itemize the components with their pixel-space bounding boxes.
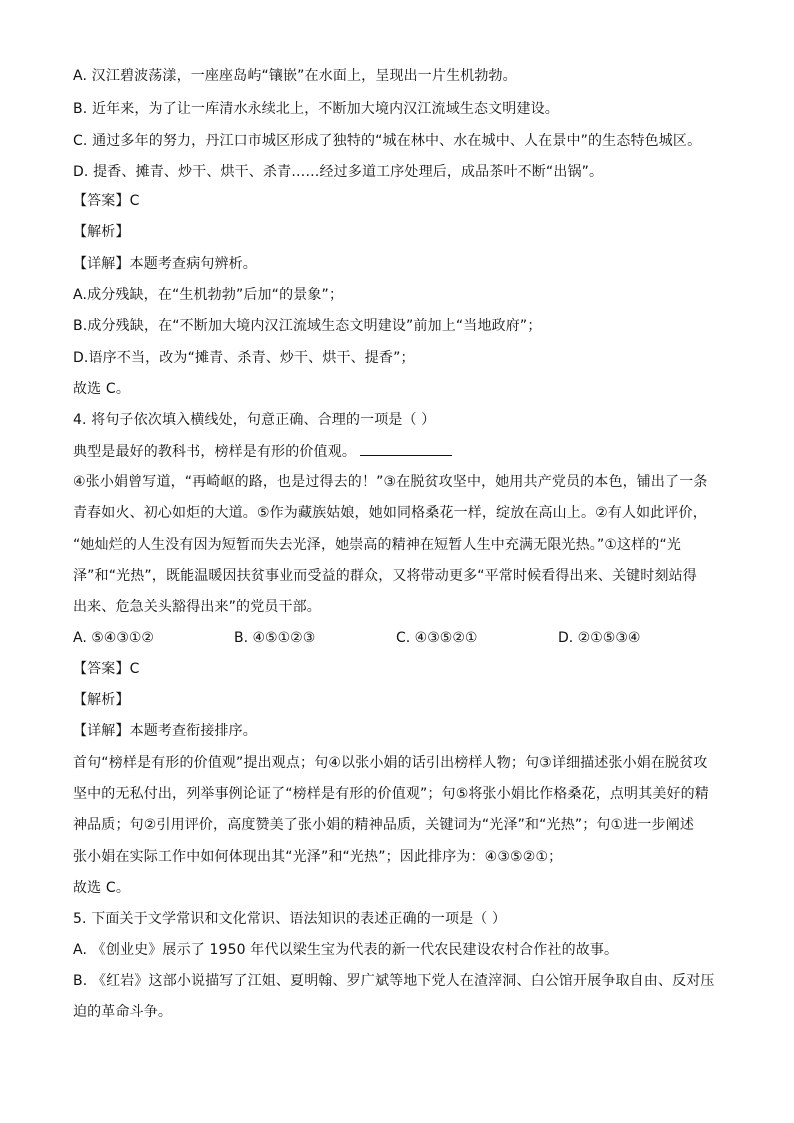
q3-explanation-b: B.成分残缺，在“不断加大境内汉江流域生态文明建设”前加上“当地政府”； (73, 318, 542, 334)
q4-stem: 4. 将句子依次填入横线处，句意正确、合理的一项是（ ） (73, 412, 436, 428)
q4-option-d: D. ②①⑤③④ (558, 630, 641, 646)
q4-explanation-line-2: 坚中的无私付出，列举事例论证了“榜样是有形的价值观”；句⑤将张小娟比作格桑花，点明其美好的精 (73, 786, 709, 802)
detail-tag: 【详解】 (73, 256, 130, 272)
answer-value: C (129, 193, 140, 209)
q3-explanation-d: D.语序不当，改为“摊青、杀青、炒干、烘干、提香”； (73, 350, 415, 366)
detail-tag: 【详解】 (73, 723, 130, 739)
answer-tag: 【答案】 (73, 661, 130, 677)
q4-lead: 典型是最好的教科书，榜样是有形的价值观。 (73, 444, 356, 460)
q4-passage-line-1: ④张小娟曾写道，“再崎岖的路，也是过得去的！”③在脱贫攻坚中，她用共产党员的本色，铺出了一条 (73, 474, 708, 490)
q5-option-b-line-2: 迫的革命斗争。 (73, 1004, 173, 1020)
q3-option-d: D. 提香、摊青、炒干、烘干、杀青……经过多道工序处理后，成品茶叶不断“出锅”。 (73, 164, 604, 180)
q4-detail-line (73, 721, 723, 741)
q4-explanation-line-4: 张小娟在实际工作中如何体现出其“光泽”和“光热”；因此排序为：④③⑤②①； (73, 849, 563, 865)
q4-explanation-line-3: 神品质；句②引用评价，高度赞美了张小娟的精神品质，关键词为“光泽”和“光热”；句①进一步阐述 (73, 817, 695, 833)
q5-option-b-line-1: B. 《红岩》这部小说描写了江姐、夏明翰、罗广斌等地下党人在渣滓洞、白公馆开展争取自由、反对压 (73, 973, 715, 989)
q4-answer-line (73, 659, 723, 679)
q4-explanation-line-1: 首句“榜样是有形的价值观”提出观点；句④以张小娟的话引出榜样人物；句③详细描述张小娟在脱贫攻 (73, 755, 708, 771)
q4-passage-line-4: 泽”和“光热”，既能温暖因扶贫事业而受益的群众，又将带动更多“平常时候看得出来、关键时刻站得 (73, 568, 697, 584)
q4-lead-line (73, 441, 723, 462)
q4-passage-line-5: 出来、危急关头豁得出来”的党员干部。 (73, 599, 321, 615)
q3-analysis-tag: 【解析】 (73, 224, 130, 240)
q3-option-a: A. 汉江碧波荡漾，一座座岛屿“镶嵌”在水面上，呈现出一片生机勃勃。 (73, 68, 517, 84)
q4-option-b: B. ④⑤①②③ (234, 630, 316, 646)
q4-passage-line-2: 青春如火、初心如炬的大道。⑤作为藏族姑娘，她如同格桑花一样，绽放在高山上。②有人如此评价， (73, 505, 707, 521)
q4-conclusion: 故选 C。 (73, 880, 130, 896)
detail-text: 本题考查病句辨析。 (129, 256, 257, 272)
q5-option-a: A. 《创业史》展示了 1950 年代以梁生宝为代表的新一代农民建设农村合作社的故事。 (73, 942, 619, 958)
fill-in-blank (360, 441, 452, 456)
q3-detail-line (73, 254, 723, 274)
detail-text: 本题考查衔接排序。 (129, 723, 257, 739)
q3-explanation-a: A.成分残缺，在“生机勃勃”后加“的景象”； (73, 287, 344, 303)
answer-value: C (129, 661, 140, 677)
q4-passage-line-3: “她灿烂的人生没有因为短暂而失去光泽，她崇高的精神在短暂人生中充满无限光热。”①这样的“光 (73, 537, 682, 553)
q3-option-c: C. 通过多年的努力，丹江口市城区形成了独特的“城在林中、水在城中、人在景中”的生态特色城区。 (73, 133, 702, 149)
answer-tag: 【答案】 (73, 193, 130, 209)
q3-option-b: B. 近年来，为了让一库清水永续北上，不断加大境内汉江流域生态文明建设。 (73, 101, 559, 117)
q3-conclusion: 故选 C。 (73, 381, 130, 397)
q4-option-c: C. ④③⑤②① (396, 630, 478, 646)
q4-option-a: A. ⑤④③①② (73, 630, 154, 646)
q5-stem: 5. 下面关于文学常识和文化常识、语法知识的表述正确的一项是（ ） (73, 911, 507, 927)
q4-analysis-tag: 【解析】 (73, 692, 130, 708)
q3-answer-line (73, 191, 723, 211)
